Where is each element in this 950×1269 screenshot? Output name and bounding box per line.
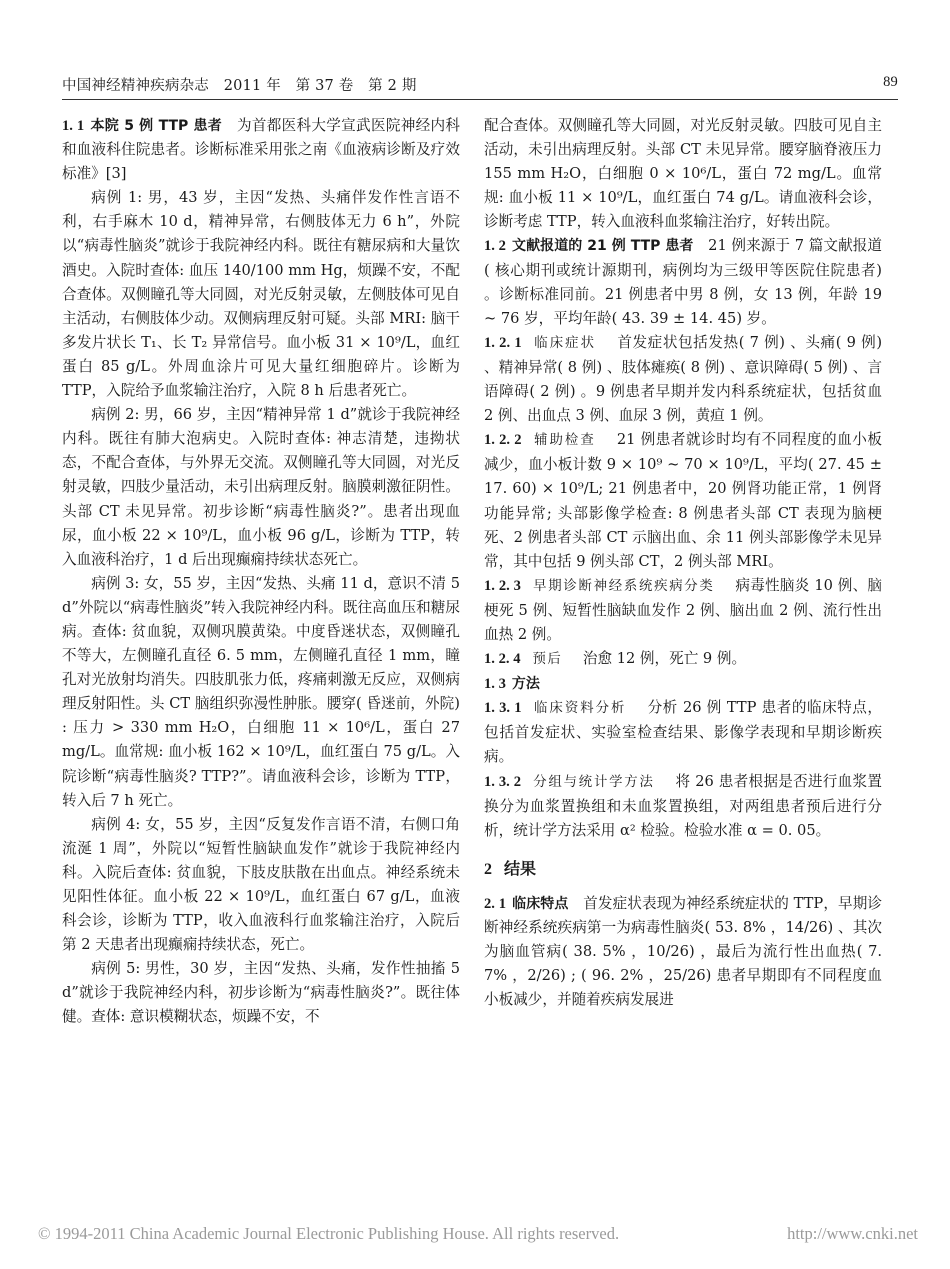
section-1-1 bbox=[62, 114, 460, 186]
section-1-3 bbox=[484, 672, 882, 696]
section-2-heading bbox=[484, 857, 882, 882]
section-number: 1. 3 bbox=[484, 676, 506, 693]
running-header bbox=[62, 74, 898, 94]
left-column bbox=[62, 114, 460, 1030]
section-text: 病毒性脑炎 10 例、脑梗死 5 例、短暂性脑缺血发作 2 例、脑出血 2 例、流行性出血热 2 例。 bbox=[484, 576, 882, 643]
section-2-1 bbox=[484, 892, 882, 1012]
section-1-2-2 bbox=[484, 428, 882, 574]
section-number: 1. 2. 3 bbox=[484, 577, 521, 594]
case-1: 病例 1: 男，43 岁，主因“发热、头痛伴发作性言语不利，右手麻木 10 d，精神异常，右侧肢体无力 6 h”，外院以“病毒性脑炎”就诊于我院神经内科。既往有糖尿病和大量饮酒史。入院时查体: 血压 140/100 mm Hg，烦躁不安，不配合查体。双侧瞳孔等大同圆，对光反射灵敏，左侧肢体可见自主活动，右侧肢体少动。双侧病理反射可疑。头部 MRI: 脑干多发片状长 T₁、长 T₂ 异常信号。血小板 31 × 10⁹/L，血红蛋白 85 g/L。外周血涂片可见大量红细胞碎片。诊断为 TTP，入院给予血浆输注治疗，入院 8 h 后患者死亡。 bbox=[62, 189, 460, 400]
section-number: 1. 2. 2 bbox=[484, 432, 522, 449]
section-1-2-1 bbox=[484, 331, 882, 428]
subsection-title: 分组与统计学方法 bbox=[533, 774, 655, 790]
subsection-title: 早期诊断神经系统疾病分类 bbox=[532, 578, 715, 594]
section-1-3-2 bbox=[484, 770, 882, 843]
journal-title: 中国神经精神疾病杂志 2011 年 第 37 卷 第 2 期 bbox=[62, 78, 417, 94]
section-text: 首发症状表现为神经系统症状的 TTP，早期诊断神经系统疾病第一为病毒性脑炎( 53. 8% ，14/26) 、其次为脑血管病( 38. 5% ，10/26) ，最后为流行性出血热( 7. 7% ，2/26) ; ( 96. 2% ，25/26) 患者早期即有不同程度血小板减少，并随着疾病发展进 bbox=[484, 894, 883, 1009]
section-text: 首发症状包括发热( 7 例) 、头痛( 9 例) 、精神异常( 8 例) 、肢体瘫痪( 8 例) 、意识障碍( 5 例) 、言语障碍( 2 例) 。9 例患者早期并发内科系统症状，包括贫血 2 例、出血点 3 例、血尿 3 例，黄疸 1 例。 bbox=[484, 333, 883, 425]
subsection-title: 预后 bbox=[532, 652, 563, 668]
section-number: 2. 1 bbox=[484, 895, 506, 912]
section-title: 文献报道的 21 例 TTP 患者 bbox=[511, 238, 694, 255]
case-2: 病例 2: 男，66 岁，主因“精神异常 1 d”就诊于我院神经内科。既往有肺大泡病史。入院时查体: 神志清楚，违拗状态，不配合查体，与外界无交流。双侧瞳孔等大同圆，对光反射灵敏，四肢少量活动，未引出病理反射。脑膜刺激征阴性。头部 CT 未见异常。初步诊断“病毒性脑炎?”。患者出现血尿，血小板 22 × 10⁹/L，血小板 96 g/L，诊断为 TTP，转入血液科治疗，1 d 后出现癫痫持续状态死亡。 bbox=[62, 406, 460, 568]
section-text: 治愈 12 例，死亡 9 例。 bbox=[582, 650, 747, 668]
case-5: 病例 5: 男性，30 岁，主因“发热、头痛，发作性抽搐 5 d”就诊于我院神经内科，初步诊断为“病毒性脑炎?”。既往体健。查体: 意识模糊状态，烦躁不安，不 bbox=[62, 960, 460, 1026]
section-text: 21 例来源于 7 篇文献报道( 核心期刊或统计源期刊，病例均为三级甲等医院住院患者) 。诊断标准同前。21 例患者中男 8 例，女 13 例，年龄 19 ~ 76 岁，平均年龄( 43. 39 ± 14. 45) 岁。 bbox=[484, 237, 882, 327]
right-column bbox=[484, 114, 882, 1012]
page-number: 89 bbox=[883, 74, 898, 90]
subsection-title: 临床资料分析 bbox=[533, 701, 627, 717]
section-number: 1. 1 bbox=[62, 118, 85, 134]
section-number: 1. 2. 4 bbox=[484, 651, 521, 668]
page-footer bbox=[38, 1224, 918, 1244]
section-number: 2 bbox=[484, 860, 492, 878]
header-rule bbox=[62, 99, 898, 100]
section-number: 1. 3. 1 bbox=[484, 700, 522, 717]
section-1-2-3 bbox=[484, 574, 882, 647]
section-title: 临床特点 bbox=[512, 895, 569, 912]
section-title: 结果 bbox=[504, 858, 537, 878]
section-text: 21 例患者就诊时均有不同程度的血小板减少，血小板计数 9 × 10⁹ ~ 70 × 10⁹/L，平均( 27. 45 ± 17. 60) × 10⁹/L; 21 例患者中，20 例肾功能正常，1 例肾功能异常; 头部影像学检查: 8 例患者头部 CT 表现为脑梗死、2 例患者头部 CT 示脑出血、余 11 例头部影像学未见异常，其中包括 9 例头部 CT，2 例头部 MRI。 bbox=[484, 431, 883, 570]
footer-site: http://www.cnki.net bbox=[787, 1224, 918, 1243]
section-text: 为首都医科大学宣武医院神经内科和血液科住院患者。诊断标准采用张之南《血液病诊断及疗效标准》[3] bbox=[62, 117, 460, 183]
subsection-title: 辅助检查 bbox=[533, 433, 596, 449]
section-1-2 bbox=[484, 234, 882, 330]
copyright-notice: © 1994-2011 China Academic Journal Electronic Publishing House. All rights reserved. bbox=[38, 1224, 620, 1243]
section-1-3-1 bbox=[484, 696, 882, 769]
section-title: 方法 bbox=[511, 676, 540, 693]
subsection-title: 临床症状 bbox=[533, 335, 597, 351]
case-3: 病例 3: 女，55 岁，主因“发热、头痛 11 d，意识不清 5 d”外院以“病毒性脑炎”转入我院神经内科。既往高血压和糖尿病。查体: 贫血貌，双侧巩膜黄染。中度昏迷状态，双侧瞳孔不等大，左侧瞳孔直径 6. 5 mm，左侧瞳孔直径 1 mm，瞳孔对光放射均消失。四肢肌张力低，疼痛刺激无反应，双侧病理反射阳性。头 CT 脑组织弥漫性肿胀。腰穿( 昏迷前，外院) : 压力 > 330 mm H₂O，白细胞 11 × 10⁶/L，蛋白 27 mg/L。血常规: 血小板 162 × 10⁹/L，血红蛋白 75 g/L。入院诊断“病毒性脑炎? TTP?”。请血液科会诊，诊断为 TTP，转入后 7 h 死亡。 bbox=[62, 574, 460, 809]
section-number: 1. 2 bbox=[484, 238, 506, 255]
section-title: 本院 5 例 TTP 患者 bbox=[90, 118, 223, 134]
section-text: 分析 26 例 TTP 患者的临床特点，包括首发症状、实验室检查结果、影像学表现和早期诊断疾病。 bbox=[484, 699, 882, 766]
case-5-continued: 配合查体。双侧瞳孔等大同圆，对光反射灵敏。四肢可见自主活动，未引出病理反射。头部 CT 未见异常。腰穿脑脊液压力 155 mm H₂O，白细胞 0 × 10⁶/L，蛋白 72 mg/L。血常规: 血小板 11 × 10⁹/L，血红蛋白 74 g/L。请血液科会诊，诊断考虑 TTP，转入血液科血浆输注治疗，好转出院。 bbox=[484, 117, 882, 231]
section-number: 1. 2. 1 bbox=[484, 334, 522, 351]
section-text: 将 26 患者根据是否进行血浆置换分为血浆置换组和未血浆置换组，对两组患者预后进行分析，统计学方法采用 α² 检验。检验水准 α = 0. 05。 bbox=[484, 772, 882, 839]
case-4: 病例 4: 女，55 岁，主因“反复发作言语不清，右侧口角流涎 1 周”，外院以“短暂性脑缺血发作”就诊于我院神经内科。入院后查体: 贫血貌，下肢皮肤散在出血点。神经系统未见阳性体征。血小板 22 × 10⁹/L，血红蛋白 67 g/L，血液科会诊，诊断为 TTP，收入血液科行血浆输注治疗，入院后第 2 天患者出现癫痫持续状态，死亡。 bbox=[62, 815, 460, 954]
section-1-2-4 bbox=[484, 647, 882, 672]
section-number: 1. 3. 2 bbox=[484, 773, 522, 790]
